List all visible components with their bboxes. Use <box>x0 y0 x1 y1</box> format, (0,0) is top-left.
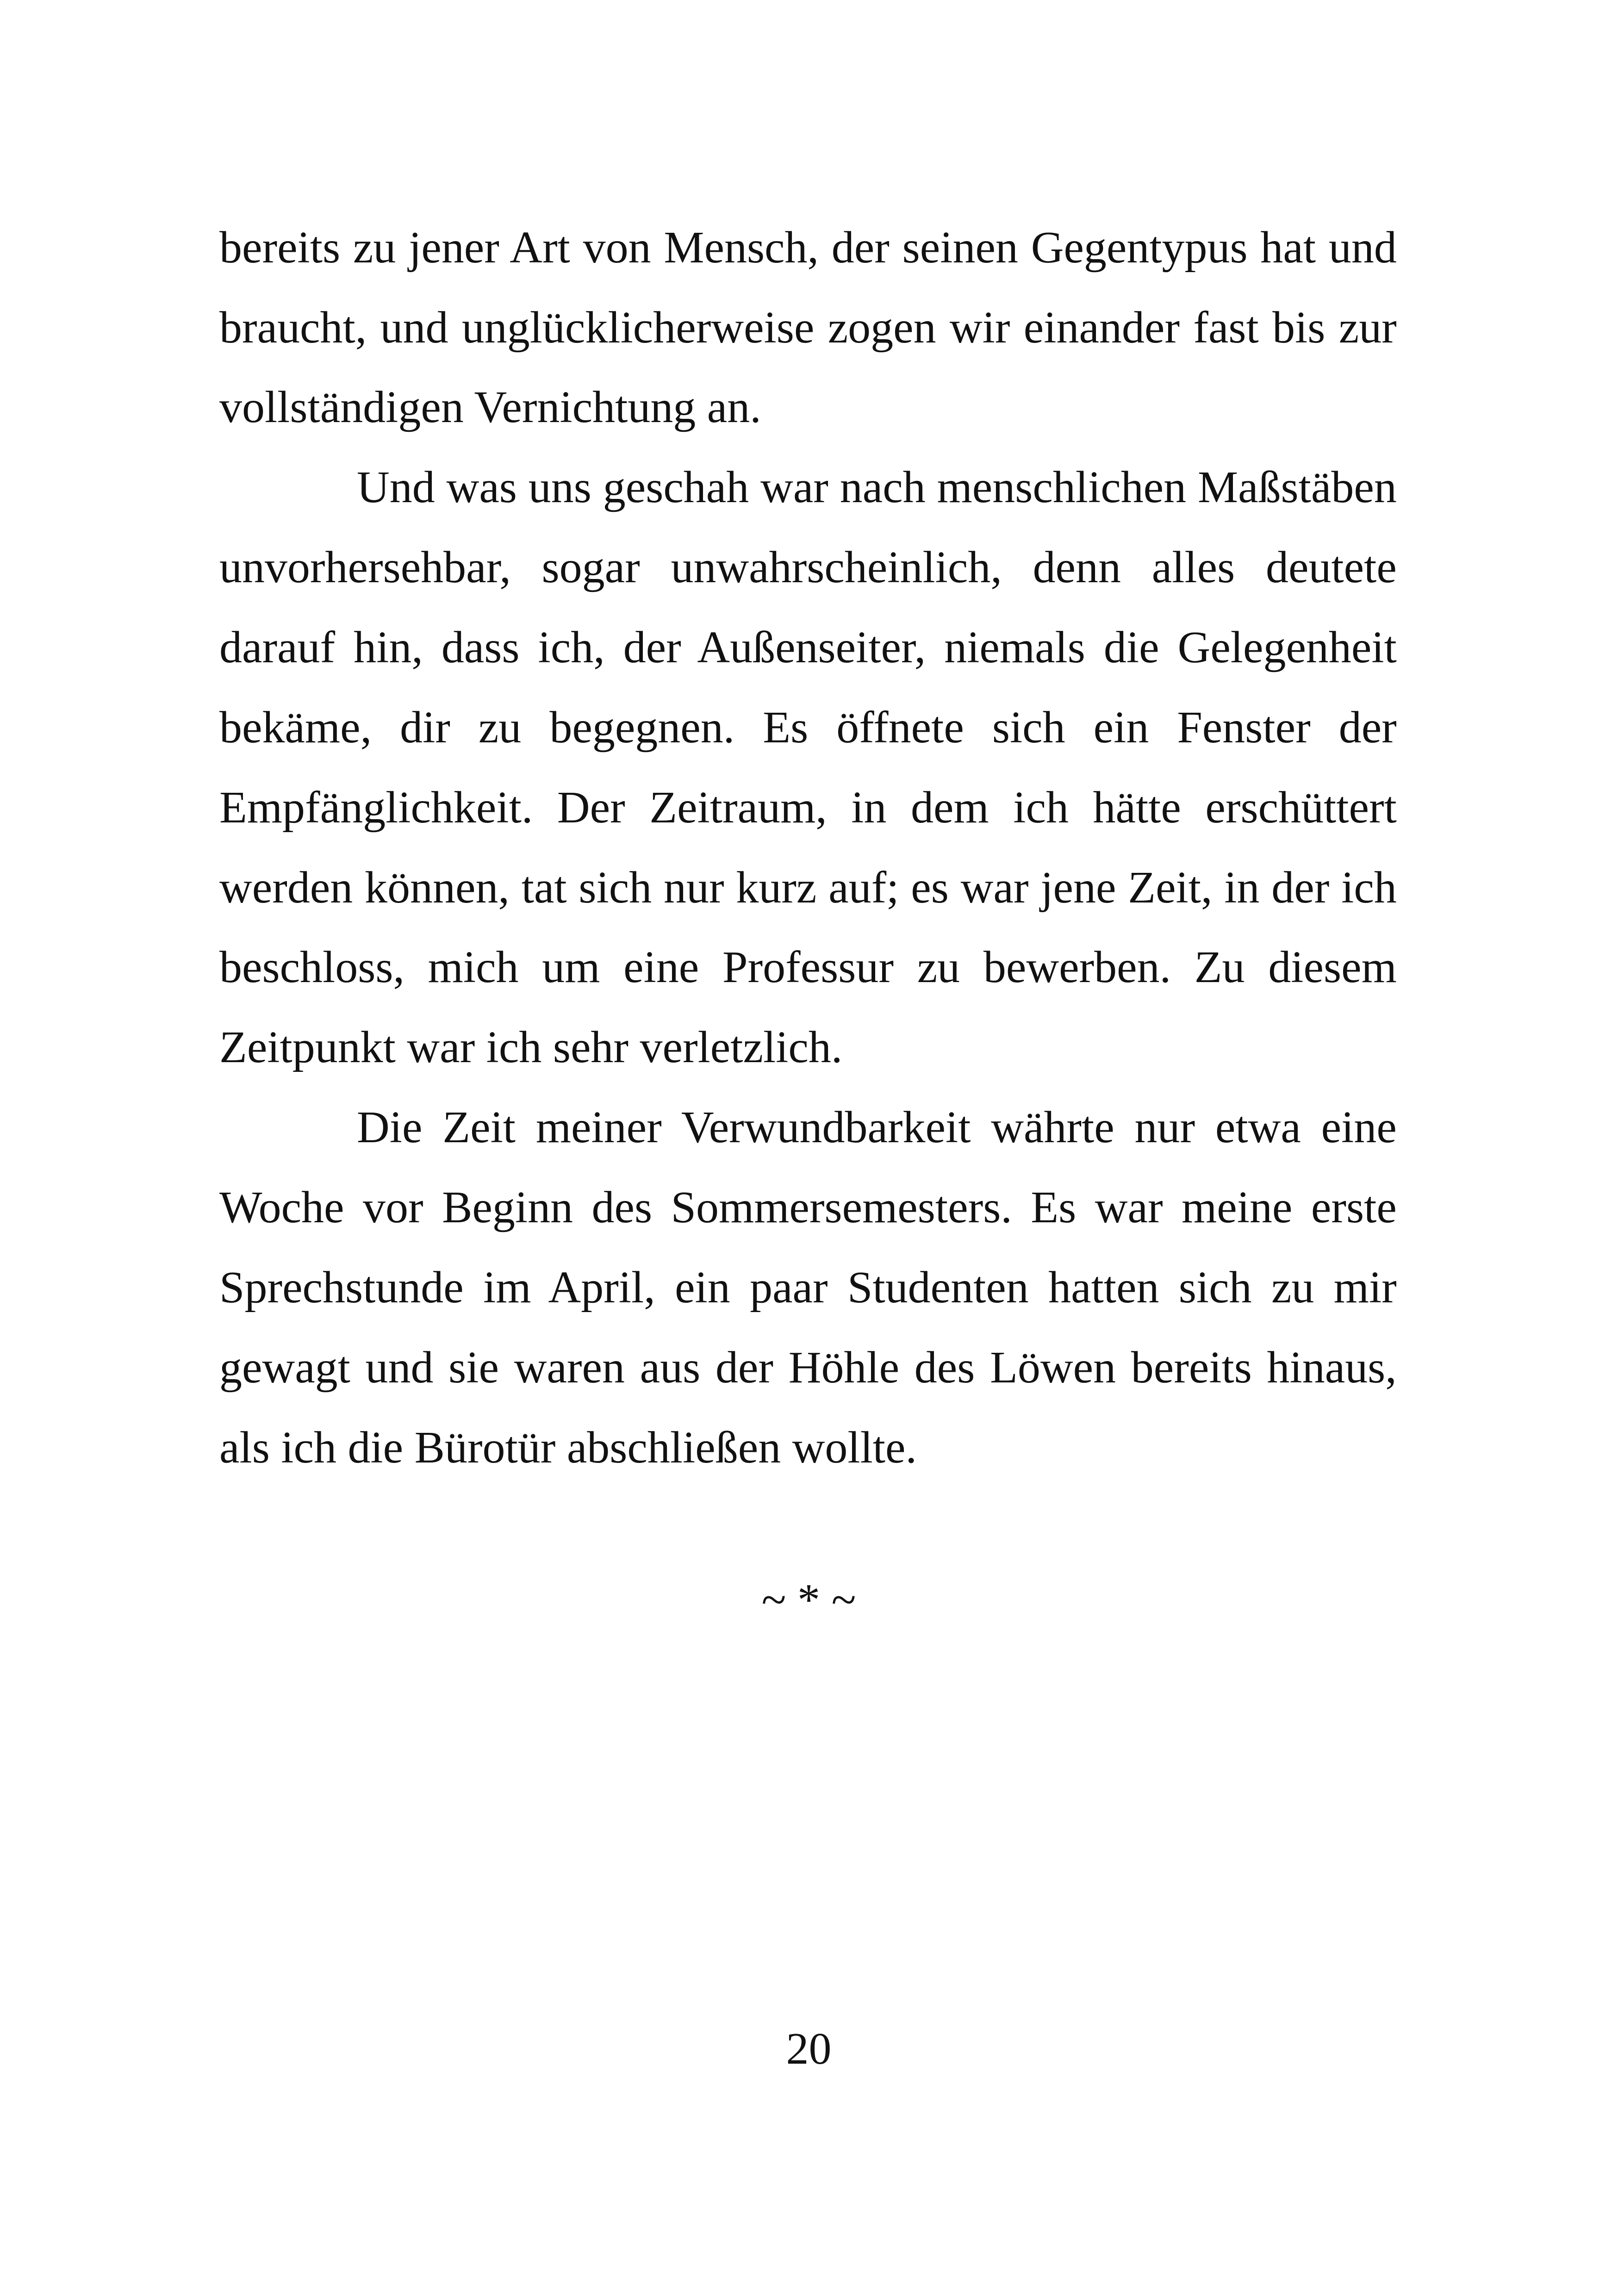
paragraph: Die Zeit meiner Verwundbarkeit währte nur etwa eine Woche vor Beginn des Sommersemesters. Es war meine erste Sprechstunde im April, ein paar Studenten hatten sich zu mir gewagt und sie waren aus der Höhle des Löwen bereits hinaus, als ich die Bürotür abschließen wollte. <box>219 1102 1397 1473</box>
body-text <box>219 208 1397 1488</box>
scene-break-separator: ~ * ~ <box>761 1574 856 1625</box>
paragraph: Und was uns geschah war nach menschlichen Maßstäben unvorhersehbar, sogar unwahrscheinlich, denn alles deutete darauf hin, dass ich, der Außenseiter, niemals die Gelegenheit bekäme, dir zu begegnen. Es öffnete sich ein Fenster der Empfänglichkeit. Der Zeitraum, in dem ich hätte erschüttert werden können, tat sich nur kurz auf; es war jene Zeit, in der ich beschloss, mich um eine Professur zu bewerben. Zu diesem Zeitpunkt war ich sehr verletzlich. <box>219 462 1397 1073</box>
page-number: 20 <box>786 2023 832 2074</box>
paragraph-continuation: bereits zu jener Art von Mensch, der seinen Gegentypus hat und braucht, und unglücklicherweise zogen wir einander fast bis zur vollständigen Vernichtung an. <box>219 222 1397 433</box>
